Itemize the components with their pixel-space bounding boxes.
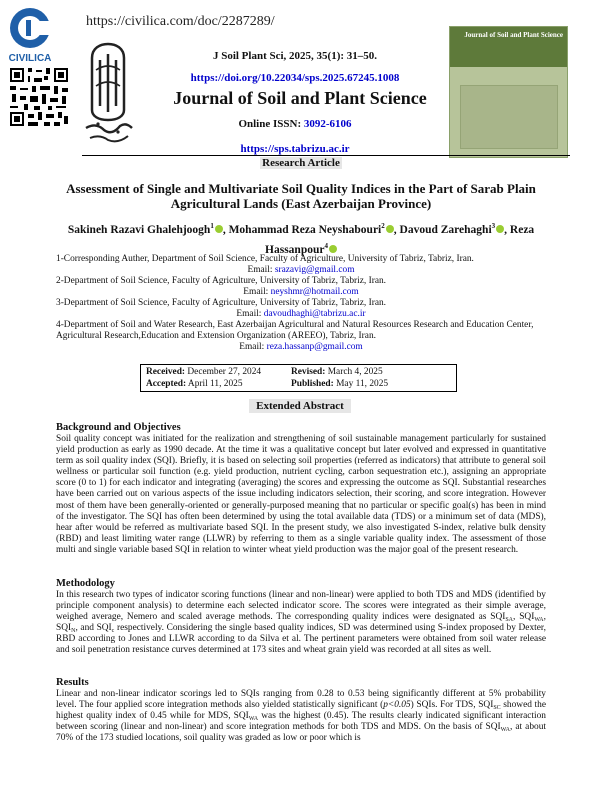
cover-photo — [460, 85, 558, 149]
author-list — [56, 218, 546, 258]
civilica-brand-text: CIVILICA — [8, 53, 52, 64]
civilica-emblem-icon — [4, 6, 56, 50]
methodology-section — [56, 578, 546, 657]
results-heading: Results — [56, 677, 89, 688]
published-date: Published: May 11, 2025 — [291, 379, 389, 389]
journal-website-link[interactable]: https://sps.tabrizu.ac.ir — [240, 143, 350, 155]
issn-label: Online ISSN: — [238, 118, 304, 130]
results-section — [56, 677, 546, 744]
article-title: Assessment of Single and Multivariate Soil Quality Indices in the Part of Sarab Plain Agricultural Lands (East Azerbaijan Province) — [66, 181, 536, 211]
orcid-icon[interactable] — [215, 225, 223, 233]
affiliation-text: 4-Department of Soil and Water Research, East Azerbaijan Agricultural and Natural Resources Research and Education Center, Agricultural Research,Education and Extension Organization (AREEO), Tabriz, Iran. — [56, 320, 534, 341]
orcid-icon[interactable] — [496, 225, 504, 233]
revised-date: Revised: March 4, 2025 — [291, 367, 383, 377]
university-emblem-icon — [78, 40, 138, 150]
affiliation-email: Email: davoudhaghi@tabrizu.ac.ir — [236, 309, 366, 319]
journal-cover-image — [449, 26, 568, 158]
qr-code — [8, 66, 70, 128]
background-text: Soil quality concept was initiated for the realization and strengthening of soil sustainable management particularly for sustained yield production as early as 1990 decade. At the time it was a qualitative concept but later evolved and expressed in quantitative term as soil quality index (SQI). Briefly, it is based on selecting soil properties (referred as indicators) that attribute to general soil wellness or particular soil function (e.g. yield production, nutrient cycling, carbon sequestration etc.), assigning an appropriate score (0 to 1) for each indicator and integrating (averaging) the scores and expressing the outcome as SQI. Substantial researches have been carried out on various aspects of the issue including indicators selection, their scoring, and score integration. However most of them have been generally-oriented or generally-purposed meaning that no particular or specific goal(s) has been in mind of the investigator. The SQI has often been determined by using the total available data (TDS) or a minimum set of data (MDS), hear after would be referred as multivariate based SQI. In the present study, we also investigated S-index, relative bulk density (RBD) and least limiting water range (LLWR) by referring to them as a single variable quality index. The assessment of those multi and single variable based SQI in relation to winter wheat yield production was the major goal of the present research. — [56, 434, 546, 555]
background-section — [56, 422, 546, 556]
extended-abstract-label: Extended Abstract — [249, 399, 351, 413]
affiliation-email: Email: neyshmr@hotmail.com — [243, 287, 359, 297]
doi-link[interactable]: https://doi.org/10.22034/sps.2025.67245.1008 — [190, 72, 400, 84]
issn — [150, 118, 440, 130]
email-link[interactable]: davoudhaghi@tabrizu.ac.ir — [263, 309, 366, 319]
author: Mohammad Reza Neyshabouri$^2$ , — [228, 222, 400, 236]
civilica-url[interactable]: https://civilica.com/doc/2287289/ — [86, 14, 275, 29]
university-logo — [78, 40, 138, 150]
affiliation-text: 3-Department of Soil Science, Faculty of Agriculture, University of Tabriz, Tabriz, Iran. — [56, 298, 387, 308]
accepted-date: Accepted: April 11, 2025 — [146, 379, 243, 389]
author: Sakineh Razavi Ghalehjoogh$^1$ , — [67, 222, 229, 236]
email-link[interactable]: reza.hassanp@gmail.com — [266, 342, 363, 352]
article-type-label: Research Article — [260, 157, 342, 169]
author: Reza Hassanpour$^4$ — [265, 223, 535, 256]
affiliation-email: Email: reza.hassanp@gmail.com — [239, 342, 363, 352]
affiliation-text: 1-Corresponding Auther, Department of Soil Science, Faculty of Agriculture, University of Tabriz, Tabriz, Iran. — [56, 254, 474, 264]
orcid-icon[interactable] — [329, 245, 337, 253]
civilica-logo[interactable] — [4, 6, 56, 62]
affiliation-text: 2-Department of Soil Science, Faculty of Agriculture, University of Tabriz, Tabriz, Iran. — [56, 276, 387, 286]
journal-title: Journal of Soil and Plant Science — [173, 88, 427, 108]
header-divider — [82, 155, 570, 156]
orcid-icon[interactable] — [386, 225, 394, 233]
email-link[interactable]: srazavig@gmail.com — [274, 265, 355, 275]
methodology-heading: Methodology — [56, 578, 115, 589]
article-dates-box — [140, 364, 457, 392]
affiliation-email: Email: srazavig@gmail.com — [247, 265, 355, 275]
received-date: Received: December 27, 2024 — [146, 367, 262, 377]
qr-code-icon — [8, 66, 70, 128]
affiliation-list — [56, 254, 546, 353]
cover-title: Journal of Soil and Plant Science — [464, 31, 563, 39]
methodology-text: In this research two types of indicator scoring functions (linear and non-linear) were applied to both TDS and MDS (identified by principle component analysis) to determine each selected indicator score. The scores were integrated as their simple average, weighed average, Nemero and scaled average methods. The corresponding quality indices were designated as $SQI_{SA}$, $SQI_{WA}$, $SQI_N$, and $SQI_c$ respectively. Considering the single based quality indices, SD was determined using S-index proposed by Dexter, RBD according to Jones and LLWR according to da Silva et al. The pertinent parameters were obtained from soil water release and soil penetration resistance curves determined at 173 sites and wheat grain yield was recorded at all sites as well. — [56, 590, 546, 656]
issn-value[interactable]: 3092-6106 — [303, 118, 352, 130]
background-heading: Background and Objectives — [56, 422, 181, 433]
journal-reference: J Soil Plant Sci, 2025, 35(1): 31–50. — [212, 50, 378, 62]
results-text: Linear and non-linear indicator scorings led to SQIs ranging from 0.28 to 0.53 being significantly different at 5% probability level. The four applied score integration methods also yielded statistically significant (p<0.05) SQIs. For TDS, $SQI_{SC}$ showed the highest quality index of 0.45 while for MDS, $SQI_{WA}$ was the highest (0.45). The results clearly indicated significant interaction between scoring (linear and non-linear) and score integration methods for both TDS and MDS. On the basis of $SQI_{WA}$, at about 70% of the 173 studied locations, soil quality was graded as low or poor which is — [56, 689, 546, 744]
email-link[interactable]: neyshmr@hotmail.com — [270, 287, 359, 297]
author: Davoud Zarehaghi$^3$ , — [399, 222, 510, 236]
